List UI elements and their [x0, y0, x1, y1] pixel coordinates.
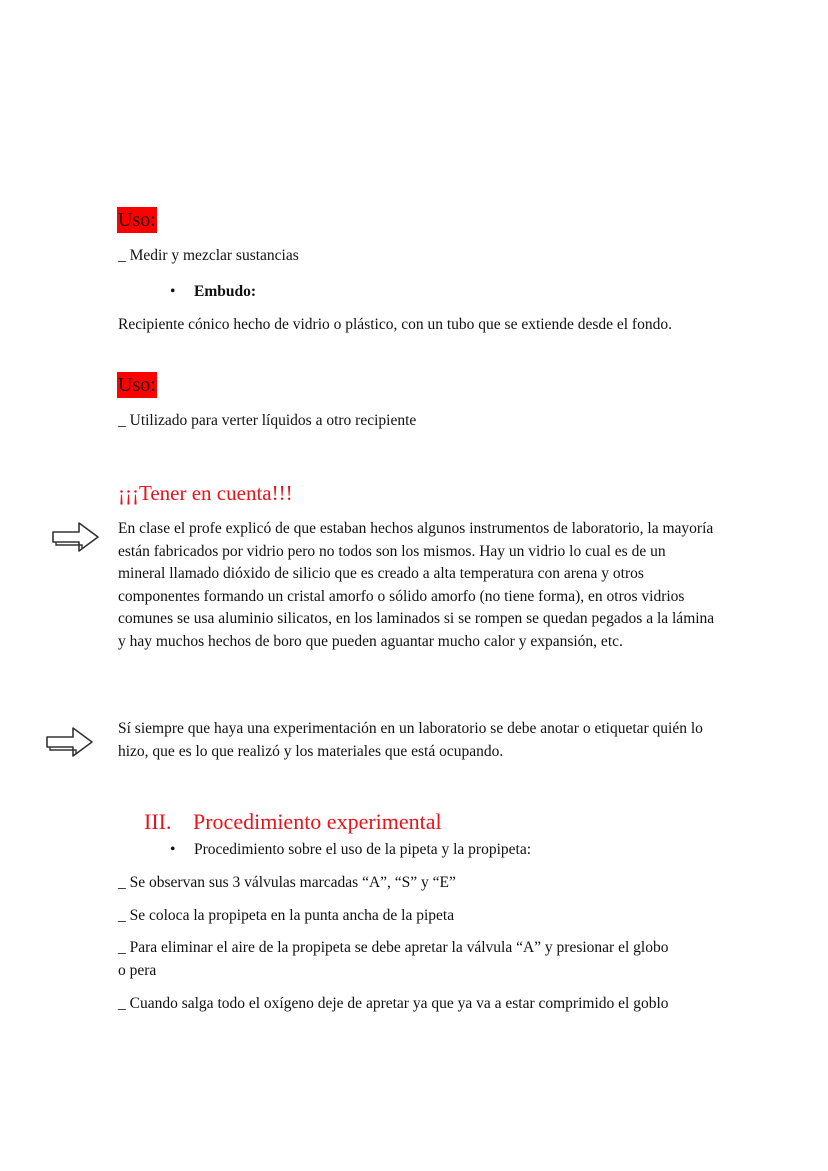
- uso-text: _ Utilizado para verter líquidos a otro recipiente: [118, 412, 417, 429]
- embudo-description: Recipiente cónico hecho de vidrio o plástico, con un tubo que se extiende desde el fondo.: [118, 316, 672, 333]
- uso-label: Uso:: [118, 374, 156, 396]
- note-paragraph: En clase el profe explicó de que estaban hechos algunos instrumentos de laboratorio, la mayoría están fabricados por vidrio pero no todos son los mismos. Hay un vidrio lo cual es de un mineral llamado dióxido de silicio que es creado a alta temperatura con arena y otros componentes formando un cristal amorfo o sólido amorfo (no tiene forma), en otros vidrios comunes se usa aluminio silicatos, en los laminados si se rompen se quedan pegados a la lámina y hay muchos hechos de boro que pueden aguantar mucho calor y expansión, etc.: [118, 520, 715, 650]
- section-number: III.: [144, 809, 172, 834]
- step-item: _ Para eliminar el aire de la propipeta se debe apretar la válvula “A” y presionar el globo o pera: [118, 939, 669, 979]
- section-bullet: Procedimiento sobre el uso de la pipeta y la propipeta:: [194, 841, 532, 858]
- bullet-dot: •: [170, 283, 176, 300]
- uso-label: Uso:: [118, 209, 156, 231]
- note-paragraph: Sí siempre que haya una experimentación en un laboratorio se debe anotar o etiquetar quién lo hizo, que es lo que realizó y los materiales que está ocupando.: [118, 720, 703, 760]
- right-arrow-outline-icon: [45, 725, 95, 759]
- uso-text: _ Medir y mezclar sustancias: [118, 247, 299, 264]
- step-item: _ Se observan sus 3 válvulas marcadas “A”, “S” y “E”: [118, 874, 456, 891]
- bullet-dot: •: [170, 841, 176, 858]
- step-item: _ Se coloca la propipeta en la punta ancha de la pipeta: [118, 907, 455, 924]
- right-arrow-outline-icon: [51, 520, 101, 554]
- bullet-embudo: Embudo:: [194, 283, 257, 300]
- section-title: Procedimiento experimental: [193, 809, 442, 834]
- note-heading: ¡¡¡Tener en cuenta!!!: [118, 481, 293, 505]
- step-item: _ Cuando salga todo el oxígeno deje de apretar ya que ya va a estar comprimido el goblo: [118, 995, 669, 1012]
